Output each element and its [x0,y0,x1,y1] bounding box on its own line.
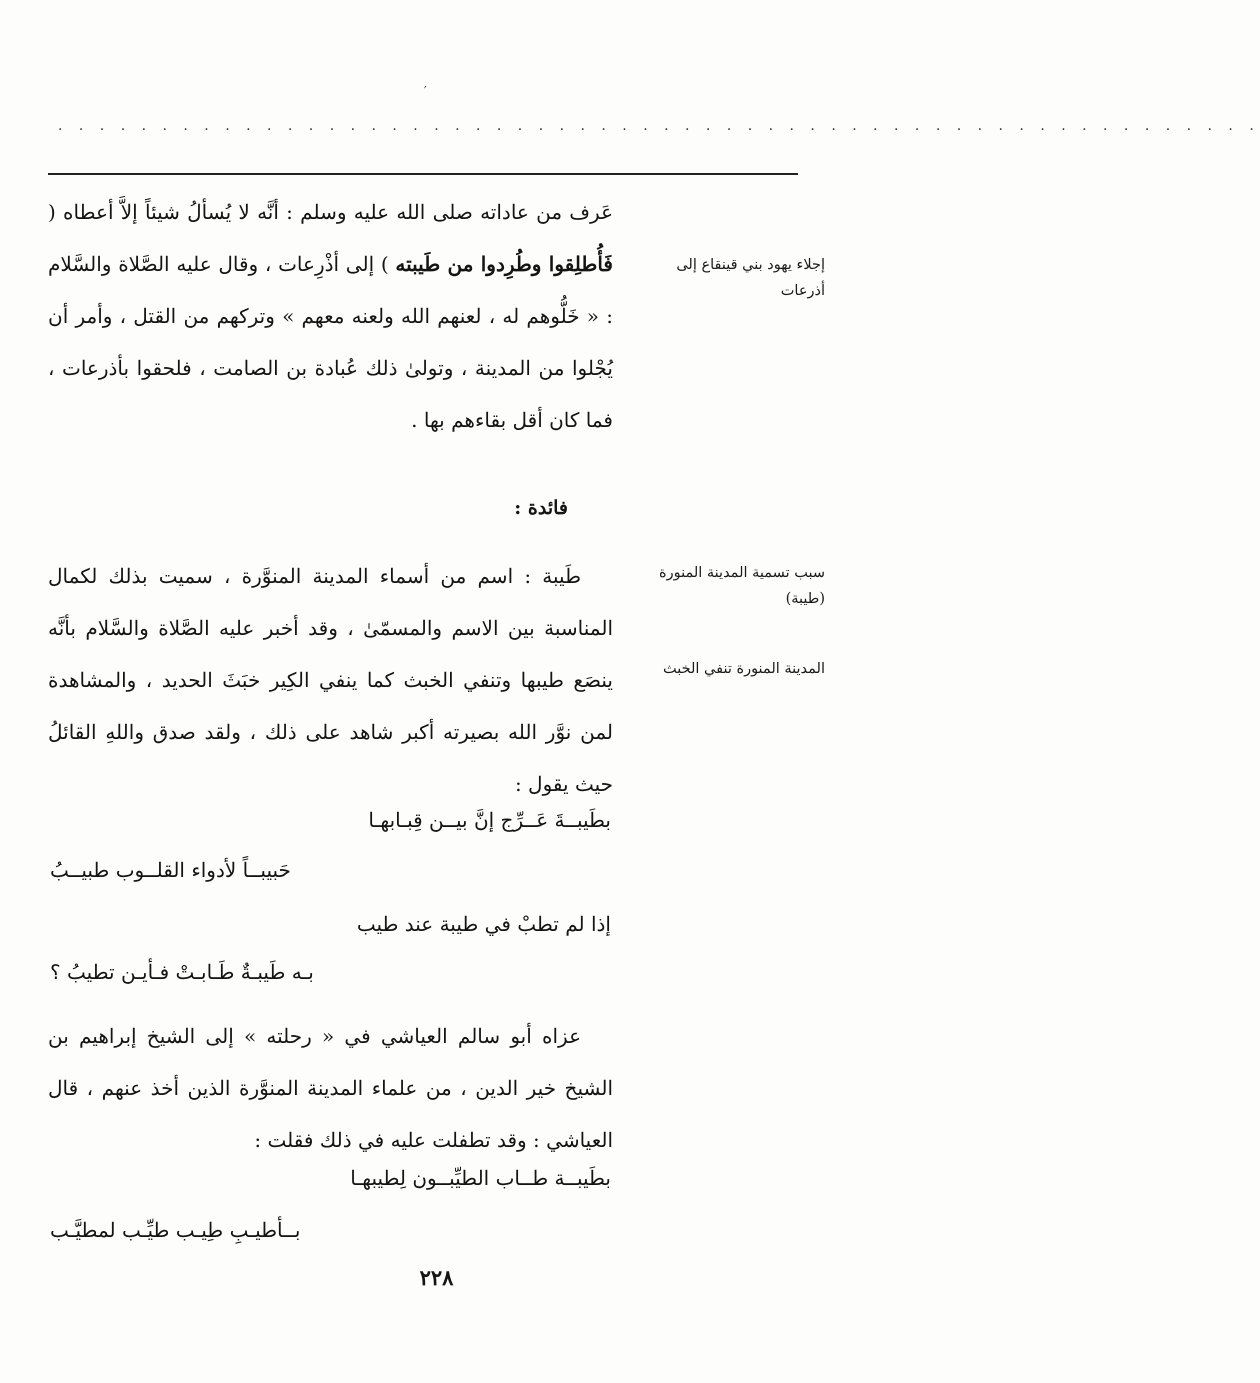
margin-note-expulsion: إجلاء يهود بني قينقاع إلى أذرعات [676,257,825,299]
verse-line: بــأطيـبِ طِيـب طيِّـب لمطيَّـب [50,1218,301,1242]
paragraph-taiba [48,550,613,810]
stray-mark: ′ [424,84,427,98]
verse-line: بطَيبــةَ عَــرِّج إنَّ بيــن قِبـابهـا [368,808,611,832]
header-rule [48,173,798,175]
paragraph-taiba-text: طَيبة : اسم من أسماء المدينة المنوَّرة ، سميت بذلك لكمال المناسبة بين الاسم والمسمّىٰ ، وقد أخبر عليه الصَّلاة والسَّلام بأنَّه ينصَع طيبها وتنفي الخبث كما ينفي الكِير خبَثَ الحديد ، والمشاهدة لمن نوَّر الله بصيرته أكبر شاهد على ذلك ، ولقد صدق واللهِ القائلُ حيث يقول : [48,564,613,796]
paragraph-expulsion [48,186,613,446]
page-number: ٢٢٨ [419,1265,454,1290]
verse-line: بـه طَيبـةٌ طَـابـتْ فـأيـن تطيبُ ؟ [50,960,314,984]
text-post: ) إلى أذْرِعات ، وقال عليه الصَّلاة والسَّلام : « خَلُّوهم له ، لعنهم الله ولعنه معهم » وتركهم من القتل ، وأمر أن يُجْلوا من المدينة ، وتولىٰ ذلك عُبادة بن الصامت ، فلحقوا بأذرعات ، فما كان أقل بقاءهم بها . [48,252,613,432]
header-dotted-line: . . . . . . . . . . . . . . . . . . . . . . . . . . . . . . . . . . . . . . . . . . . . . . . . . . . . . . . . . . [58,118,1260,134]
quran-phrase: فَأُطلِقوا وطُرِدوا من طَيبته [395,252,613,276]
verse-line: بطَيبــة طــاب الطيِّبــون لِطيبهـا [350,1166,611,1190]
section-heading: فائدة : [514,497,568,519]
margin-note-name: سبب تسمية المدينة المنورة (طيبة) [658,565,825,607]
verse-line: إذا لم تطبْ في طيبة عند طيب [356,912,611,936]
verse-line: حَبيبــاً لأدواء القلــوب طبيــبُ [50,858,291,882]
text-pre: عَرف من عاداته صلى الله عليه وسلم : أنَّه لا يُسألُ شيئاً إلاَّ أعطاه ( [48,200,613,224]
paragraph-attribution [48,1010,613,1166]
margin-note-purify: المدينة المنورة تنفي الخبث [663,661,825,677]
paragraph-attribution-text: عزاه أبو سالم العياشي في « رحلته » إلى الشيخ إبراهيم بن الشيخ خير الدين ، من علماء المدينة المنوَّرة الذين أخذ عنهم ، قال العياشي : وقد تطفلت عليه في ذلك فقلت : [48,1024,613,1152]
